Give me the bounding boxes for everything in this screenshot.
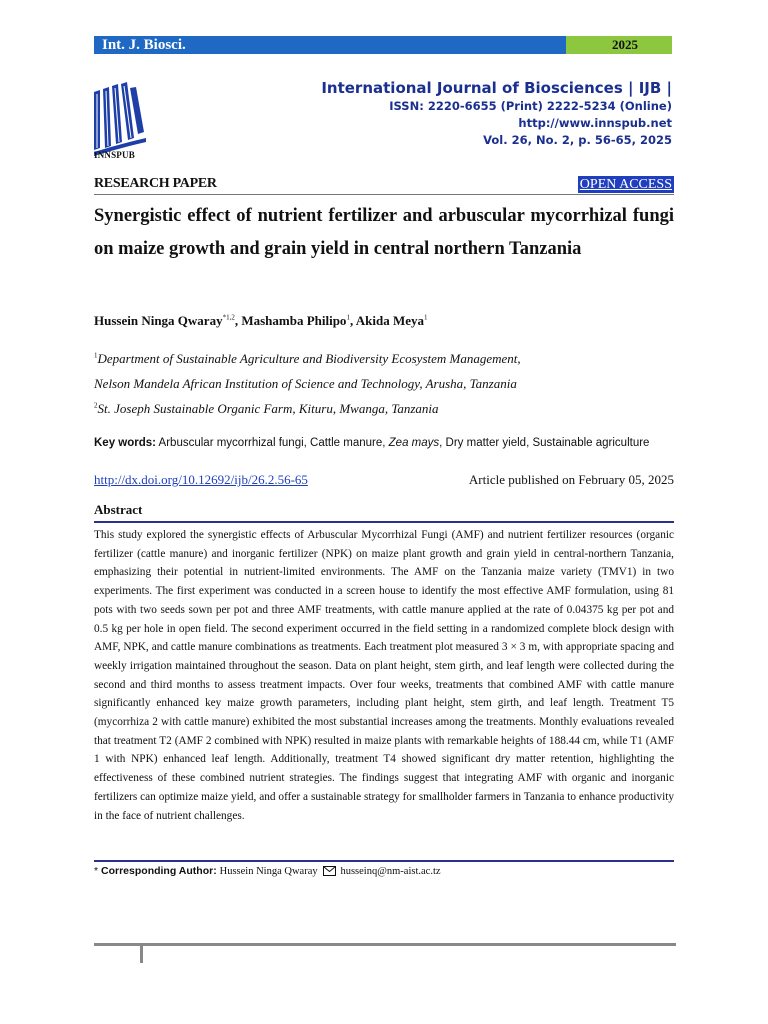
article-type-row	[94, 176, 674, 195]
author-affiliation-mark: 1	[346, 313, 350, 322]
footer-tick	[140, 943, 143, 963]
journal-short-name: Int. J. Biosci.	[94, 36, 566, 54]
paper-title: Synergistic effect of nutrient fertilizer and arbuscular mycorrhizal fungi on maize growth and grain yield in central northern Tanzania	[94, 206, 674, 259]
author-separator: ,	[234, 313, 242, 328]
author-affiliation-mark: *1,2	[222, 313, 235, 322]
issn: ISSN: 2220-6655 (Print) 2222-5234 (Online)	[389, 99, 672, 113]
keywords	[94, 437, 649, 449]
logo-text: INNSPUB	[94, 150, 135, 160]
journal-full-name: International Journal of Biosciences | IJB |	[321, 79, 672, 97]
affiliation-text: St. Joseph Sustainable Organic Farm, Kituru, Mwanga, Tanzania	[97, 401, 439, 416]
corresponding-email[interactable]: husseinq@nm-aist.ac.tz	[340, 866, 441, 877]
keywords-text-end: , Dry matter yield, Sustainable agriculture	[439, 437, 650, 449]
corresponding-author	[94, 865, 441, 877]
journal-url[interactable]: http://www.innspub.net	[518, 116, 672, 130]
affiliation-text: Department of Sustainable Agriculture and Biodiversity Ecosystem Management,	[97, 351, 521, 366]
author-name: Hussein Ninga Qwaray	[94, 313, 223, 328]
keywords-label: Key words:	[94, 437, 156, 449]
doi-row	[94, 472, 674, 488]
keywords-italic: Zea mays	[388, 437, 440, 449]
publication-date: Article published on February 05, 2025	[468, 472, 674, 487]
affiliation-line	[94, 351, 674, 367]
affiliation-mark: 2	[94, 401, 98, 410]
abstract-heading: Abstract	[94, 502, 674, 523]
article-type: RESEARCH PAPER	[94, 176, 217, 191]
affiliation-mark: 1	[94, 351, 98, 360]
keywords-text: Arbuscular mycorrhizal fungi, Cattle manure,	[156, 437, 389, 449]
corresponding-star: *	[94, 865, 99, 877]
author-name: Mashamba Philipo	[241, 313, 347, 328]
abstract-divider	[94, 860, 674, 862]
mail-icon	[323, 866, 336, 876]
footer-rule	[94, 943, 676, 946]
open-access-badge[interactable]: OPEN ACCESS	[579, 177, 672, 192]
affiliation-text: Nelson Mandela African Institution of Science and Technology, Arusha, Tanzania	[94, 376, 517, 391]
author-separator: ,	[349, 313, 356, 328]
doi-link[interactable]: http://dx.doi.org/10.12692/ijb/26.2.56-65	[94, 472, 308, 487]
journal-info	[321, 78, 672, 149]
corresponding-name: Hussein Ninga Qwaray	[219, 866, 318, 877]
abstract-text: This study explored the synergistic effects of Arbuscular Mycorrhizal Fungi (AMF) and nutrient fertilizer resources (organic fertilizer (cattle manure) and inorganic fertilizer (NPK) on maize plant growth and grain yield in central-northern Tanzania, emphasizing their potential in nutrient-limited environments. The AMF on the Tanzania maize variety (TMV1) in two experiments. The first experiment was conducted in a screen house to identify the most effective AMF formulation, using 81 pots with two seeds sown per pot and three AMF treatments, with cattle manure applied at the rate of 0.04375 kg per pot and 0.5 kg per hole in open field. The second experiment occurred in the field setting in a randomized complete block design with AMF, NPK, and cattle manure combinations as treatments. Each treatment plot measured 3 × 3 m, with appropriate spacing and weekly irrigation maintained throughout the season. Data on plant height, stem girth, and leaf length were collected during the second and third months to assess treatment impacts. Over four weeks, treatments that combined AMF with cattle manure significantly enhanced key maize growth parameters, including plant height, stem girth, and leaf length. Treatment T5 (mycorrhiza 2 with cattle manure) exhibited the most substantial increases among the treatments. Monthly evaluations revealed that treatment T2 (AMF 2 combined with NPK) resulted in maize plants with remarkable heights of 188.44 cm, while T1 (AMF 1 with NPK) enhanced leaf length. Additionally, treatment T4 showed significant dry matter retention, highlighting the effectiveness of these combined nutrient strategies. The findings suggest that integrating AMF with organic and inorganic fertilizers can optimize maize yield, and offer a sustainable strategy for smallholder farmers in Tanzania to enhance productivity in the face of nutrient challenges.	[94, 529, 674, 822]
affiliation-line	[94, 376, 674, 392]
corresponding-label: Corresponding Author:	[101, 865, 217, 877]
volume-info: Vol. 26, No. 2, p. 56-65, 2025	[483, 133, 672, 147]
author-affiliation-mark: 1	[423, 313, 428, 322]
journal-header-bar	[94, 36, 672, 54]
affiliation-line	[94, 401, 674, 417]
journal-year: 2025	[566, 36, 672, 54]
author-name: Akida Meya	[355, 313, 424, 328]
author-list	[94, 313, 427, 329]
